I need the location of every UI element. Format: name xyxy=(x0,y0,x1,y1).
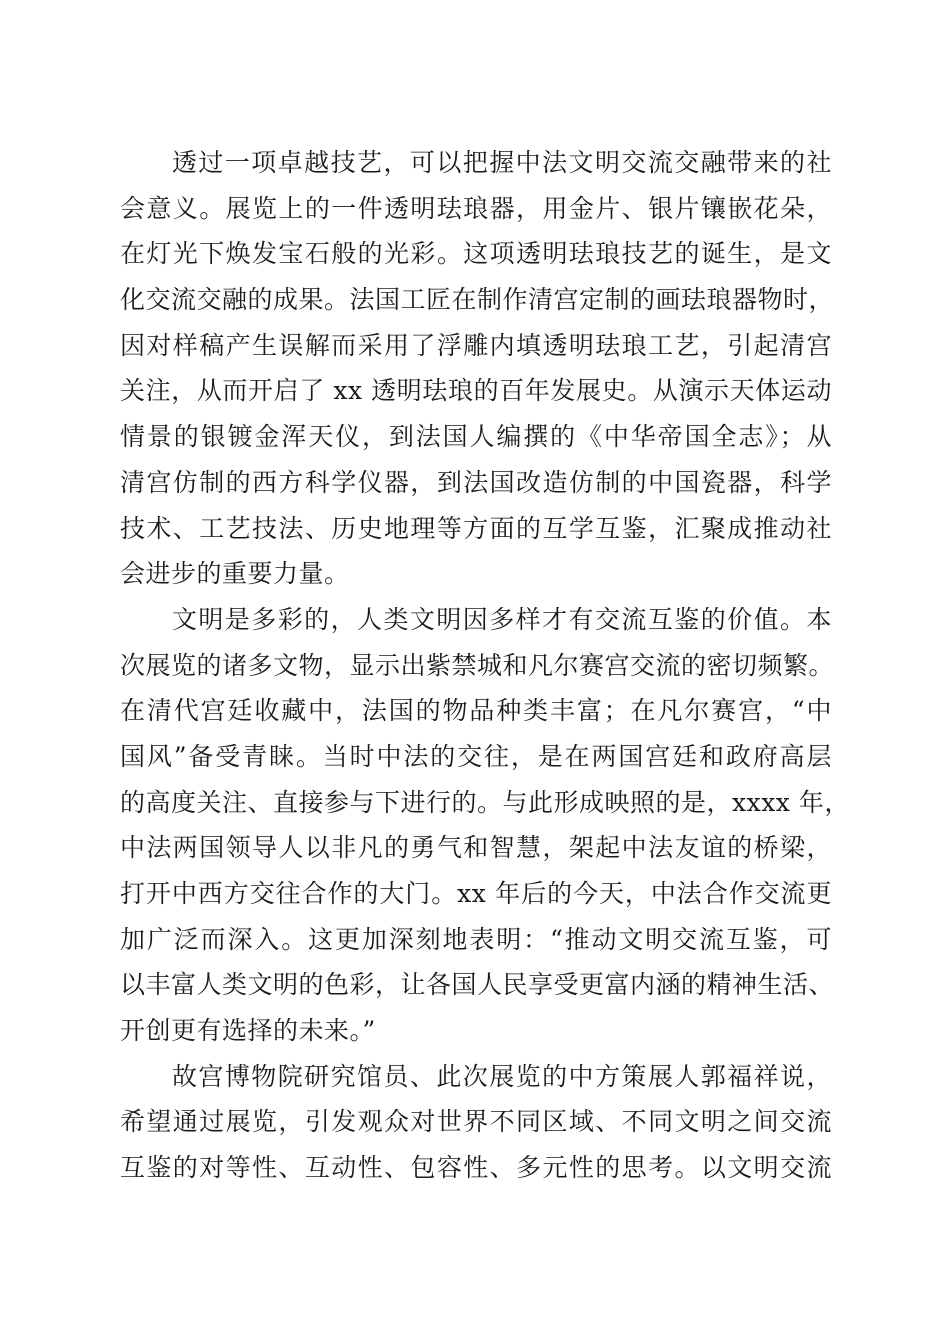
paragraph-line: 清宫仿制的西方科学仪器，到法国改造仿制的中国瓷器，科学 xyxy=(120,467,832,497)
paragraph-line: 次展览的诸多文物，显示出紫禁城和凡尔赛宫交流的密切频繁。 xyxy=(120,650,835,680)
paragraph-line: 透过一项卓越技艺，可以把握中法文明交流交融带来的社 xyxy=(172,148,832,177)
paragraph-3 xyxy=(120,1054,832,1191)
paragraph-line: 打开中西方交往合作的大门。xx 年后的今天，中法合作交流更 xyxy=(120,879,832,908)
document-body xyxy=(120,140,850,1191)
paragraph-2 xyxy=(120,597,850,1054)
paragraph-line: 因对样稿产生误解而采用了浮雕内填透明珐琅工艺，引起清宫 xyxy=(120,330,832,360)
paragraph-line: 故宫博物院研究馆员、此次展览的中方策展人郭福祥说， xyxy=(172,1061,832,1091)
paragraph-line: 中法两国领导人以非凡的勇气和智慧，架起中法友谊的桥梁， xyxy=(120,833,832,863)
paragraph-line: 加广泛而深入。这更加深刻地表明：“推动文明交流互鉴，可 xyxy=(120,924,832,954)
paragraph-line: 以丰富人类文明的色彩，让各国人民享受更富内涵的精神生活、 xyxy=(120,970,835,1000)
paragraph-line: 互鉴的对等性、互动性、包容性、多元性的思考。以文明交流 xyxy=(120,1153,832,1183)
paragraph-line: 在灯光下焕发宝石般的光彩。这项透明珐琅技艺的诞生，是文 xyxy=(120,239,832,269)
paragraph-line: 情景的银镀金浑天仪，到法国人编撰的《中华帝国全志》；从 xyxy=(120,422,832,452)
paragraph-line: 会意义。展览上的一件透明珐琅器，用金片、银片镶嵌花朵， xyxy=(120,193,832,223)
paragraph-line: 希望通过展览，引发观众对世界不同区域、不同文明之间交流 xyxy=(120,1107,832,1137)
paragraph-line: 的高度关注、直接参与下进行的。与此形成映照的是，xxxx 年， xyxy=(120,787,850,817)
paragraph-line: 技术、工艺技法、历史地理等方面的互学互鉴，汇聚成推动社 xyxy=(120,513,832,543)
paragraph-line: 关注，从而开启了 xx 透明珐琅的百年发展史。从演示天体运动 xyxy=(120,376,832,406)
paragraph-1 xyxy=(120,140,835,597)
paragraph-line: 会进步的重要力量。 xyxy=(120,559,350,589)
paragraph-line: 化交流交融的成果。法国工匠在制作清宫定制的画珐琅器物时， xyxy=(120,285,835,315)
paragraph-line: 文明是多彩的，人类文明因多样才有交流互鉴的价值。本 xyxy=(172,604,832,634)
paragraph-line: 在清代宫廷收藏中，法国的物品种类丰富；在凡尔赛宫，“中 xyxy=(120,696,832,726)
paragraph-line: 国风”备受青睐。当时中法的交往，是在两国宫廷和政府高层 xyxy=(120,741,832,771)
paragraph-line: 开创更有选择的未来。” xyxy=(120,1016,376,1046)
